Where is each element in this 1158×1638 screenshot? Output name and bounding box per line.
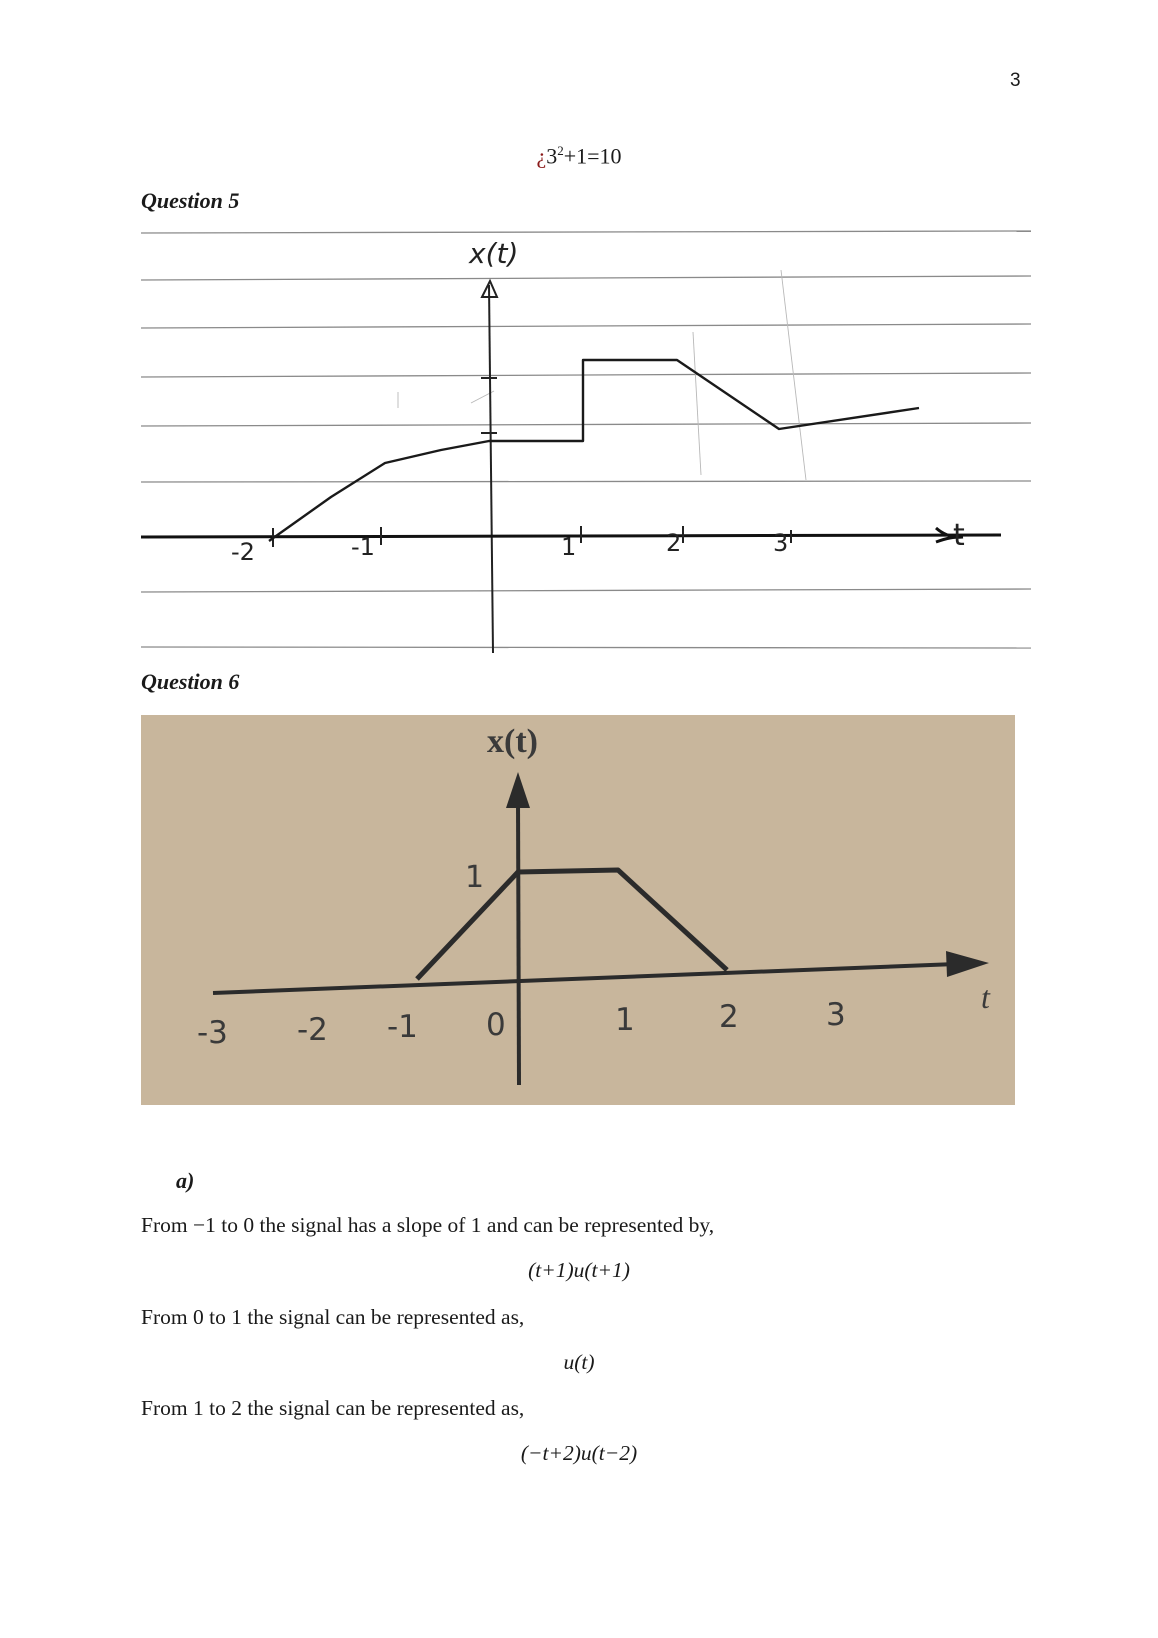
top-equation bbox=[0, 143, 1158, 169]
equation-rest: +1=10 bbox=[563, 143, 622, 169]
q6-y-tick-label: 1 bbox=[465, 860, 485, 895]
y-axis bbox=[489, 285, 493, 653]
question-5-sketch bbox=[141, 225, 1031, 655]
q5-tick-label: -1 bbox=[351, 533, 375, 561]
q6-tick-label: -1 bbox=[387, 1009, 418, 1045]
question-6-photo bbox=[141, 715, 1015, 1105]
q6-tick-label: 3 bbox=[826, 997, 846, 1033]
q6-tick-label: -2 bbox=[297, 1012, 328, 1048]
q5-tick-label: -2 bbox=[231, 538, 255, 566]
y-axis bbox=[518, 800, 519, 1085]
part-a-formula-1: (t+1)u(t+1) bbox=[528, 1258, 630, 1282]
part-a-formula-2: u(t) bbox=[563, 1350, 595, 1374]
q5-y-label: x(t) bbox=[469, 237, 519, 270]
question-6-heading: Question 6 bbox=[141, 669, 240, 694]
part-a-line-2: From 0 to 1 the signal can be represented as, bbox=[141, 1305, 525, 1329]
ruled-paper-lines bbox=[141, 231, 1031, 648]
part-a-line-1: From −1 to 0 the signal has a slope of 1 and can be represented by, bbox=[141, 1213, 715, 1237]
part-a-label: a) bbox=[176, 1168, 195, 1193]
q5-tick-label: 3 bbox=[773, 529, 789, 557]
part-a-formula-3: (−t+2)u(t−2) bbox=[520, 1441, 638, 1465]
q5-tick-label: 2 bbox=[666, 529, 682, 557]
q5-tick-label: 1 bbox=[561, 533, 577, 561]
photo-background bbox=[141, 715, 1015, 1105]
question-5-heading: Question 5 bbox=[141, 188, 240, 213]
equation-exponent: 2 bbox=[557, 143, 564, 158]
inverted-question-mark: ¿ bbox=[536, 143, 547, 169]
q5-signal-curve bbox=[269, 360, 919, 541]
q6-tick-label: 1 bbox=[615, 1002, 635, 1038]
equation-base: 3 bbox=[546, 143, 558, 169]
part-a-line-3: From 1 to 2 the signal can be represented as, bbox=[141, 1396, 525, 1420]
q6-tick-label: 2 bbox=[719, 999, 739, 1035]
q6-tick-label: 0 bbox=[486, 1007, 506, 1043]
page-number: 3 bbox=[1010, 70, 1021, 91]
q6-t-label: t bbox=[981, 979, 990, 1015]
q5-t-label: t bbox=[953, 518, 965, 553]
q6-tick-label: -3 bbox=[197, 1015, 228, 1051]
tick-marks bbox=[273, 378, 791, 547]
q6-y-label: x(t) bbox=[487, 723, 538, 760]
